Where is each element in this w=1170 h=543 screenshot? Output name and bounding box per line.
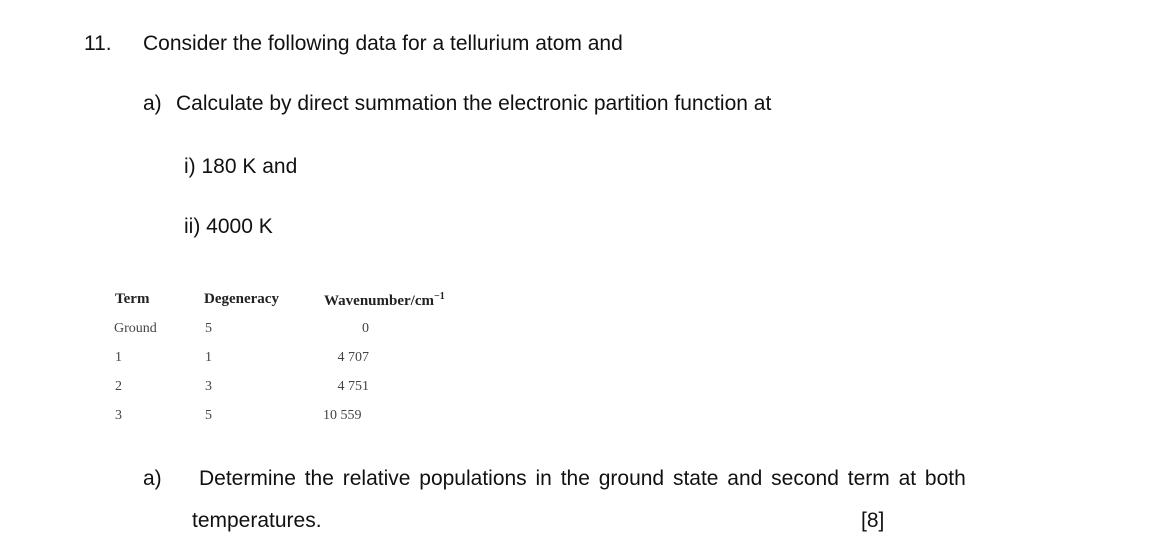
cell-term: 2 [115, 379, 122, 394]
marks: [8] [861, 509, 885, 532]
header-term: Term [115, 291, 150, 307]
cell-term: 1 [115, 350, 122, 365]
cell-degeneracy: 5 [205, 321, 212, 336]
sub-question-i: i) 180 K and [184, 155, 298, 178]
header-degeneracy: Degeneracy [204, 291, 279, 307]
part-b-text-line1: Determine the relative populations in the ground state and second term at both [199, 467, 966, 490]
part-b-text-line2: temperatures. [192, 509, 322, 532]
term-data-table [112, 288, 492, 428]
cell-wavenumber: 0 [362, 321, 369, 336]
sub-question-ii: ii) 4000 K [184, 215, 273, 238]
question-intro: Consider the following data for a tellurium atom and [143, 32, 623, 55]
cell-degeneracy: 5 [205, 408, 212, 423]
cell-wavenumber: 4 751 [337, 379, 369, 394]
header-wavenumber-text: Wavenumber/cm [324, 293, 434, 309]
cell-wavenumber: 4 707 [337, 350, 369, 365]
cell-term: 3 [115, 408, 122, 423]
cell-degeneracy: 1 [205, 350, 212, 365]
cell-wavenumber: 10 559 [323, 408, 362, 423]
part-b-label: a) [143, 467, 162, 490]
question-number: 11. [84, 32, 112, 55]
cell-degeneracy: 3 [205, 379, 212, 394]
header-wavenumber-exponent: −1 [434, 291, 445, 302]
part-a-text: Calculate by direct summation the electronic partition function at [176, 92, 772, 115]
cell-term: Ground [114, 321, 157, 336]
part-a-label: a) [143, 92, 162, 115]
header-wavenumber [324, 291, 445, 310]
